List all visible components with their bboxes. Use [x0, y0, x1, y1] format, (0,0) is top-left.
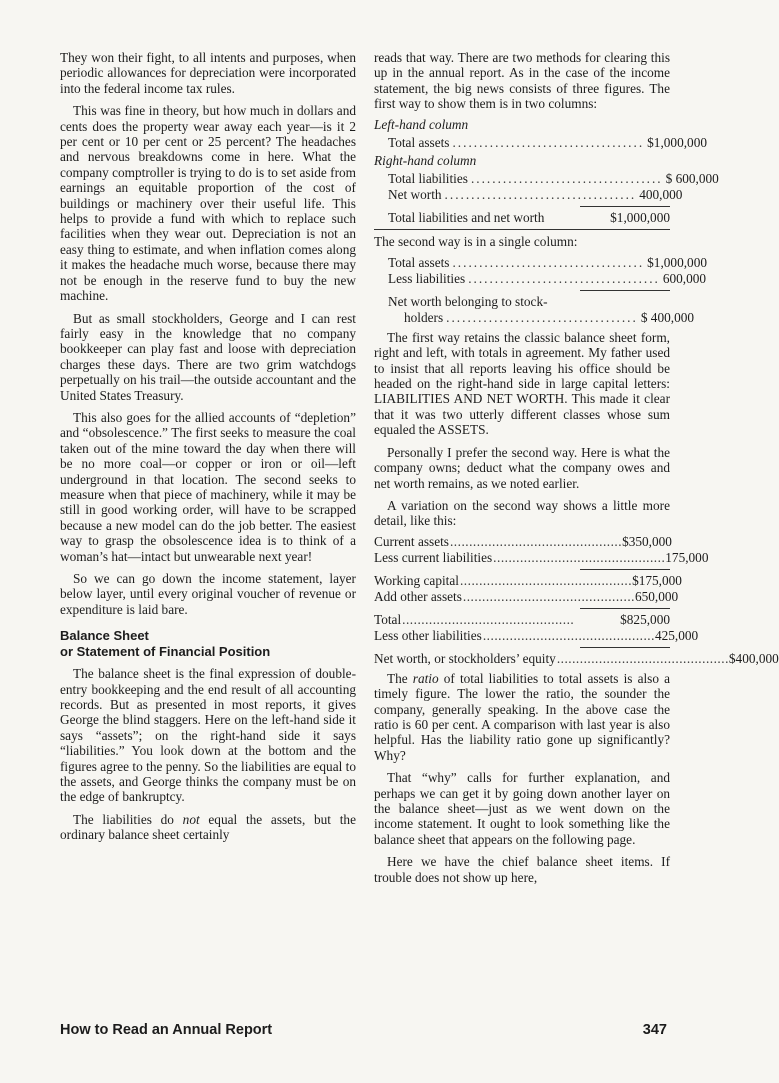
paragraph: This also goes for the allied accounts of “depletion” and “obsolescence.” The first seeks to measure the coal taken out of the mine toward the day when there will be no more coal—or copper or iron or oil—left underground in that location. The second seeks to measure when that piece of machinery, while it may be still in good working order, will have to be scrapped because a new model can do the job better. The easiest way to grasp the obsolescence idea is to think of a woman’s hat—intact but unwearable next year!	[60, 409, 356, 564]
ledger-value: $400,000	[728, 650, 779, 666]
ledger-row	[374, 612, 670, 628]
paragraph: That “why” calls for further explanation, and perhaps we can get it by going down another layer on the balance sheet—just as we went down on the income statement. It ought to look something like the balance sheet that appears on the following page.	[374, 770, 670, 847]
total-rule	[580, 206, 670, 207]
right-hand-column-label: Right-hand column	[374, 153, 477, 169]
ledger-label: Net worth belonging to stock-	[388, 293, 548, 309]
ledger-value: 425,000	[654, 627, 699, 643]
emphasis-text: not	[182, 811, 200, 827]
text-run: The liabilities do	[73, 811, 183, 827]
section-heading	[60, 628, 356, 660]
ledger-row	[374, 549, 709, 566]
ledger-value: $1,000,000	[610, 210, 670, 226]
paragraph: The second way is in a single column:	[374, 234, 578, 250]
total-rule	[580, 290, 670, 291]
detailed-example	[374, 533, 779, 667]
page-footer	[60, 1022, 670, 1042]
ledger-row	[374, 294, 670, 310]
ledger-value: 175,000	[665, 549, 709, 565]
ledger-row	[374, 627, 699, 644]
leader-dots: ....................................	[452, 254, 645, 270]
leader-dots: ....................................	[446, 309, 638, 325]
ledger-row	[374, 135, 707, 151]
leader-dots: ....................................	[452, 135, 645, 151]
emphasis-text: ratio	[412, 670, 439, 686]
ledger-label: Total	[374, 611, 402, 627]
paragraph: The first way retains the classic balance sheet form, right and left, with totals in agreement. My father used to insist that all reports leaving his office should be headed on the right-hand side in large capital letters: LIABILITIES AND NET WORTH. This made it clear that it was two utterly different classes whose sum equaled the ASSETS.	[374, 329, 670, 438]
paragraph	[374, 671, 670, 763]
ledger-label: Less other liabilities	[374, 627, 482, 643]
ledger-row	[374, 254, 707, 271]
ledger-row	[374, 171, 719, 187]
text-run: The	[387, 670, 413, 686]
ledger-value: $ 400,000	[640, 309, 695, 325]
ledger-row	[374, 187, 683, 203]
ledger-value: $175,000	[632, 572, 682, 588]
paragraph	[60, 812, 356, 843]
ledger-row	[374, 309, 695, 326]
section-rule	[374, 229, 670, 230]
ledger-label: Net worth, or stockholders’ equity	[374, 650, 556, 666]
leader-dots: ....................................	[444, 187, 637, 203]
section-heading-line2: or Statement of Financial Position	[60, 644, 271, 660]
text-run: of total liabilities to total assets is also a timely figure. The lower the ratio, the sounder the company, generally speaking. In the above case the ratio is 60 per cent. A comparison with last year is also helpful. Has the liability ratio gone up significantly? Why?	[374, 670, 670, 763]
paragraph: reads that way. There are two methods for clearing this up in the annual report. As in the case of the income statement, the big news consists of three figures. The first way to show them is in two columns:	[374, 50, 670, 112]
ledger-row	[374, 210, 670, 226]
ledger-label: Net worth	[388, 187, 442, 203]
leader-dots: ....................................	[470, 171, 663, 187]
paragraph: They won their fight, to all intents and purposes, when periodic allowances for depreciation were incorporated into the federal income tax rules.	[60, 50, 356, 96]
total-rule	[580, 647, 670, 648]
ledger-label: Total assets	[388, 254, 450, 270]
ledger-row	[374, 572, 682, 589]
leader-dots: .............................................	[449, 533, 623, 549]
leader-dots: .............................................	[462, 588, 635, 604]
ledger-label: holders	[404, 309, 444, 325]
leader-dots: ....................................	[468, 270, 660, 286]
left-column	[60, 50, 356, 850]
text-run: equal the assets, but the ordinary balance sheet certainly	[60, 811, 356, 843]
ledger-label: Add other assets	[374, 588, 462, 604]
paragraph: But as small stockholders, George and I can rest fairly easy in the knowledge that no company bookkeeper can play fast and loose with depreciation charges these days. There are two grim watchdogs perpetually on his trail—the outside accountant and the United States Treasury.	[60, 310, 356, 403]
page-number: 347	[642, 1022, 667, 1038]
ledger-label: Less liabilities	[388, 270, 466, 286]
ledger-row	[374, 650, 779, 667]
ledger-label: Working capital	[374, 572, 459, 588]
leader-dots: .............................................	[493, 549, 666, 565]
running-title: How to Read an Annual Report	[60, 1022, 273, 1038]
ledger-row	[374, 270, 707, 287]
leader-dots: .............................................	[402, 611, 575, 627]
paragraph: Here we have the chief balance sheet items. If trouble does not show up here,	[374, 854, 670, 885]
right-column	[374, 50, 779, 892]
single-column-example	[374, 254, 707, 326]
total-rule	[580, 569, 670, 570]
ledger-value: $1,000,000	[647, 135, 707, 151]
two-column-example	[374, 116, 719, 231]
ledger-label: Total assets	[388, 135, 450, 151]
ledger-value: $ 600,000	[665, 171, 719, 187]
paragraph: A variation on the second way shows a little more detail, like this:	[374, 497, 670, 529]
paragraph: So we can go down the income statement, layer below layer, until every original voucher of revenue or expenditure is laid bare.	[60, 571, 356, 617]
left-hand-column-label: Left-hand column	[374, 116, 469, 132]
leader-dots: .............................................	[482, 627, 655, 643]
ledger-value: $350,000	[622, 533, 672, 549]
ledger-row	[374, 588, 679, 605]
ledger-value: 400,000	[639, 187, 683, 203]
ledger-label: Total liabilities and net worth	[388, 210, 545, 226]
ledger-value: $825,000	[620, 611, 670, 627]
leader-dots: .............................................	[556, 650, 729, 666]
paragraph: The balance sheet is the final expression of double-entry bookkeeping and the end result of all accounting records. But as presented in most reports, it gives George the blind staggers. Here on the left-hand side it says “assets”; on the right-hand side it says “liabilities.” You look down at the bottom and the figures agree to the penny. So the liabilities are equal to the assets, and George thinks the company must be on the edge of bankruptcy.	[60, 666, 356, 805]
leader-dots: .............................................	[459, 572, 633, 588]
ledger-row	[374, 534, 670, 550]
ledger-value: 650,000	[634, 588, 679, 604]
ledger-label: Less current liabilities	[374, 549, 493, 565]
section-heading-line1: Balance Sheet	[60, 628, 149, 644]
paragraph: Personally I prefer the second way. Here is what the company owns; deduct what the company owes and net worth remains, as we noted earlier.	[374, 444, 670, 491]
ledger-value: $1,000,000	[647, 254, 707, 270]
ledger-label: Total liabilities	[388, 171, 468, 187]
paragraph: This was fine in theory, but how much in dollars and cents does the property wear away each year—is it 2 per cent or 10 per cent or 25 percent? The headaches and nervous breakdowns come in here. What the company comptroller is trying to do is to set aside from earnings an equitable proportion of the cost of buildings or machinery over their useful life. This helps to provide a fund with which to replace such facilities when they wear out. Depreciation is not an easy thing to estimate, and when inflation comes along it makes the headache much worse, because there may not be enough in the reserve fund to buy the new machine.	[60, 103, 356, 304]
total-rule	[580, 608, 670, 609]
ledger-value: 600,000	[662, 270, 707, 286]
ledger-label: Current assets	[374, 533, 449, 549]
